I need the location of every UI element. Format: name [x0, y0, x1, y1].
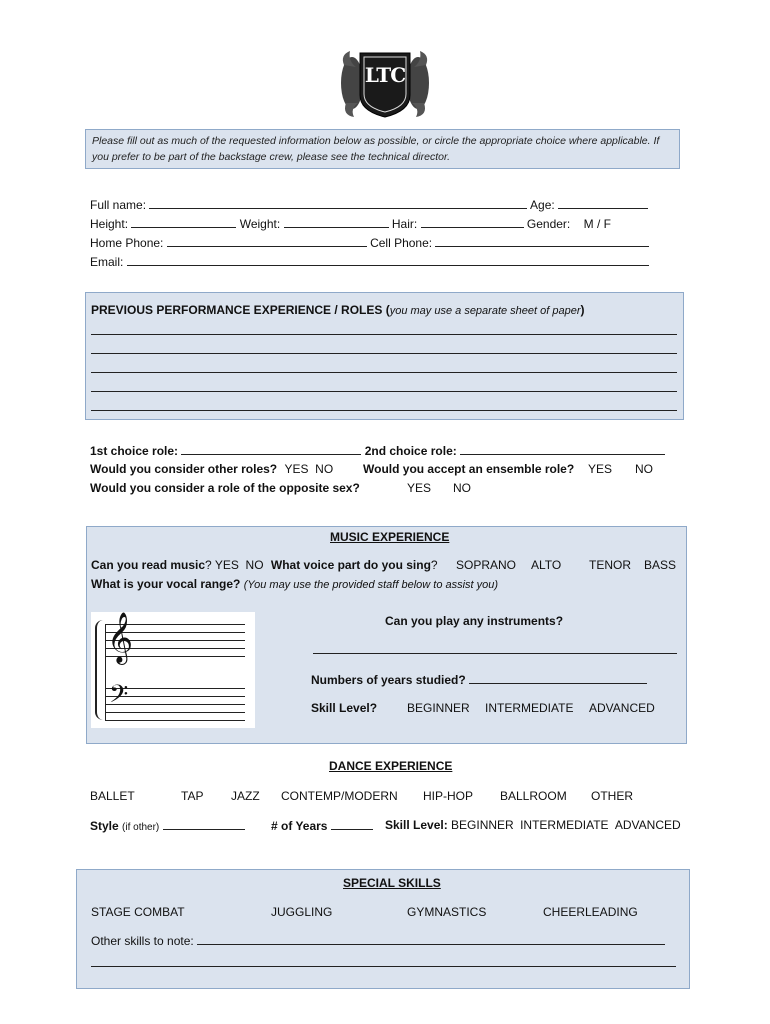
- performance-box: [85, 292, 684, 420]
- logo: [338, 45, 432, 121]
- voice-bass[interactable]: BASS: [644, 558, 677, 572]
- dance-style-jazz[interactable]: JAZZ: [231, 789, 260, 803]
- email-label: Email:: [90, 255, 124, 269]
- performance-line[interactable]: [91, 372, 677, 373]
- age-field[interactable]: [558, 197, 648, 209]
- opposite-sex-label: Would you consider a role of the opposite sex?: [90, 481, 360, 495]
- performance-note: you may use a separate sheet of paper: [389, 305, 581, 317]
- instruments-label: Can you play any instruments?: [385, 614, 564, 628]
- first-choice-field[interactable]: [181, 443, 361, 455]
- consider-other-label: Would you consider other roles?: [90, 462, 278, 476]
- first-choice-label: 1st choice role:: [90, 444, 179, 458]
- special-skills-title: SPECIAL SKILLS: [343, 876, 441, 890]
- cell-phone-field[interactable]: [435, 235, 649, 247]
- instruments-field[interactable]: [313, 653, 677, 654]
- grand-staff[interactable]: [91, 612, 255, 728]
- music-box: [86, 526, 687, 744]
- voice-soprano[interactable]: SOPRANO: [456, 558, 517, 572]
- dance-skill-row: [385, 818, 681, 832]
- second-choice-field[interactable]: [460, 443, 665, 455]
- treble-clef-icon: 𝄞: [107, 612, 134, 663]
- read-music-options[interactable]: YES NO: [214, 558, 264, 572]
- dance-style-row: [90, 818, 245, 833]
- years-studied-label: Numbers of years studied?: [311, 673, 466, 687]
- height-label: Height:: [90, 217, 129, 231]
- ensemble-label: Would you accept an ensemble role?: [363, 462, 575, 476]
- email-row: [90, 254, 649, 269]
- weight-label: Weight:: [239, 217, 281, 231]
- dance-years-label: # of Years: [271, 819, 328, 833]
- ensemble-no[interactable]: NO: [635, 462, 653, 476]
- music-skill-advanced[interactable]: ADVANCED: [589, 701, 655, 715]
- dance-years-row: [271, 818, 373, 833]
- music-skill-intermediate[interactable]: INTERMEDIATE: [485, 701, 574, 715]
- height-field[interactable]: [131, 216, 236, 228]
- consider-other-row: [90, 462, 333, 476]
- years-studied-field[interactable]: [469, 672, 647, 684]
- music-skill-label: Skill Level?: [311, 701, 378, 715]
- opposite-sex-yes[interactable]: YES: [407, 481, 432, 495]
- phone-row: [90, 235, 649, 250]
- performance-line[interactable]: [91, 334, 677, 335]
- read-music-label: Can you read music: [91, 558, 206, 572]
- dance-years-field[interactable]: [331, 818, 373, 830]
- intro-text: Please fill out as much of the requested information below as possible, or circle the appropriate choice where applicable. If you prefer to be part of the backstage crew, please see the technical director.: [92, 135, 660, 163]
- home-phone-field[interactable]: [167, 235, 367, 247]
- read-music-row: Can you read music? YES NO What voice part do you sing?: [91, 558, 438, 572]
- performance-line[interactable]: [91, 353, 677, 354]
- weight-field[interactable]: [284, 216, 389, 228]
- dance-skill-beginner[interactable]: BEGINNER: [451, 818, 514, 832]
- intro-box: [85, 129, 680, 169]
- staff-brace: [95, 620, 103, 720]
- dance-style-ballroom[interactable]: BALLROOM: [500, 789, 567, 803]
- full-name-label: Full name:: [90, 198, 147, 212]
- performance-title: PREVIOUS PERFORMANCE EXPERIENCE / ROLES (you may use a separate sheet of paper): [91, 303, 585, 317]
- ensemble-yes[interactable]: YES: [588, 462, 613, 476]
- vocal-range-row: [91, 577, 498, 591]
- email-field[interactable]: [127, 254, 649, 266]
- dance-skill-intermediate[interactable]: INTERMEDIATE: [520, 818, 609, 832]
- other-skills-row: [91, 933, 665, 948]
- special-skills-box: [76, 869, 690, 989]
- other-skills-line-2[interactable]: [91, 966, 676, 967]
- dance-style-ballet[interactable]: BALLET: [90, 789, 135, 803]
- skill-juggling[interactable]: JUGGLING: [271, 905, 333, 919]
- staff-bar-line: [105, 624, 106, 721]
- dance-style-contemp[interactable]: CONTEMP/MODERN: [281, 789, 398, 803]
- height-row: [90, 216, 611, 231]
- dance-style-label: Style: [90, 819, 119, 833]
- music-title: MUSIC EXPERIENCE: [330, 530, 450, 544]
- other-skills-label: Other skills to note:: [91, 934, 194, 948]
- home-phone-label: Home Phone:: [90, 236, 164, 250]
- dance-style-note: (if other): [122, 822, 160, 833]
- voice-alto[interactable]: ALTO: [531, 558, 562, 572]
- full-name-field[interactable]: [149, 197, 527, 209]
- cell-phone-label: Cell Phone:: [370, 236, 433, 250]
- bass-clef-icon: 𝄢: [109, 680, 129, 715]
- consider-other-options[interactable]: YES NO: [284, 462, 334, 476]
- vocal-range-label: What is your vocal range?: [91, 577, 241, 591]
- voice-part-label: What voice part do you sing: [270, 558, 431, 572]
- second-choice-label: 2nd choice role:: [364, 444, 457, 458]
- performance-line[interactable]: [91, 410, 677, 411]
- skill-cheerleading[interactable]: CHEERLEADING: [543, 905, 638, 919]
- dance-skill-advanced[interactable]: ADVANCED: [614, 818, 681, 832]
- dance-style-other[interactable]: OTHER: [591, 789, 633, 803]
- music-skill-beginner[interactable]: BEGINNER: [407, 701, 470, 715]
- role-choice-row: [90, 443, 665, 458]
- vocal-range-note: (You may use the provided staff below to assist you): [243, 579, 499, 591]
- voice-tenor[interactable]: TENOR: [589, 558, 631, 572]
- dance-skill-label: Skill Level:: [385, 818, 448, 832]
- opposite-sex-no[interactable]: NO: [453, 481, 471, 495]
- dance-style-field[interactable]: [163, 818, 245, 830]
- dance-style-tap[interactable]: TAP: [181, 789, 204, 803]
- skill-stage-combat[interactable]: STAGE COMBAT: [91, 905, 185, 919]
- hair-label: Hair:: [391, 217, 418, 231]
- dance-title: DANCE EXPERIENCE: [329, 759, 453, 773]
- years-row: [311, 672, 647, 687]
- other-skills-field[interactable]: [197, 933, 665, 945]
- gender-label: Gender:: [526, 217, 571, 231]
- performance-line[interactable]: [91, 391, 677, 392]
- full-name-row: [90, 197, 648, 212]
- hair-field[interactable]: [421, 216, 524, 228]
- skill-gymnastics[interactable]: GYMNASTICS: [407, 905, 487, 919]
- logo-monogram: LTC: [364, 63, 406, 87]
- dance-style-hiphop[interactable]: HIP-HOP: [423, 789, 474, 803]
- gender-options[interactable]: M / F: [583, 217, 611, 231]
- age-label: Age:: [530, 198, 555, 212]
